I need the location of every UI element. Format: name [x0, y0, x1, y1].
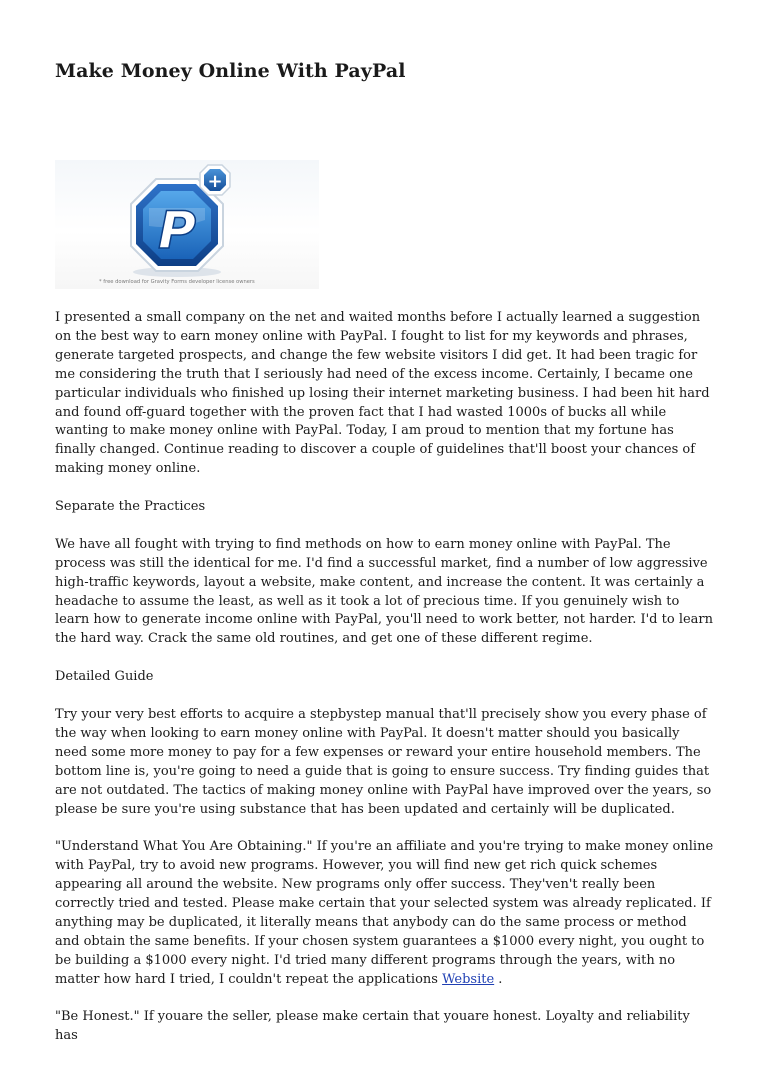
plus-badge: + — [207, 171, 223, 192]
page-title: Make Money Online With PayPal — [55, 60, 406, 82]
article-body — [55, 309, 715, 1065]
section-heading-guide: Detailed Guide — [55, 669, 154, 685]
understand-paragraph — [55, 838, 715, 989]
intro-paragraph: I presented a small company on the net and waited months before I actually learned a suggestion on the best way to earn money online with PayPal. I fought to list for my keywords and phrases, generate targeted prospects, and change the few website visitors I did get. It had been tragic for me considering the truth that I seriously had need of the excess income. Certainly, I became one particular individuals who finished up losing their internet marketing business. I had been hit hard and found off-guard together with the proven fact that I had wasted 1000s of bucks all while wanting to make money online with PayPal. Today, I am proud to mention that my fortune has finally changed. Continue reading to discover a couple of guidelines that'll boost your chances of making money online. — [55, 310, 710, 477]
understand-text: "Understand What You Are Obtaining." If you're an affiliate and you're trying to make money online with PayPal, try to avoid new programs. However, you will find new get rich quick schemes appearing all around the website. New programs only offer success. They'ven't really been correctly tried and tested. Please make certain that your selected system was already replicated. If anything may be duplicated, it literally means that anybody can do the same process or method and obtain the same benefits. If your chosen system guarantees a $1000 every night, you ought to be building a $1000 every night. I'd tried many different programs through the years, with no matter how hard I tried, I couldn't repeat the applications — [55, 839, 714, 987]
paypal-plus-icon — [55, 160, 319, 289]
guide-paragraph: Try your very best efforts to acquire a stepbystep manual that'll precisely show you every phase of the way when looking to earn money online with PayPal. It doesn't matter should you basically need some more money to pay for a few expenses or reward your entire household members. The bottom line is, you're going to need a guide that is going to ensure success. Try finding guides that are not outdated. The tactics of making money online with PayPal have improved over the years, so please be sure you're using substance that has been updated and certainly will be duplicated. — [55, 706, 712, 817]
paypal-logo-image — [55, 160, 319, 289]
practices-paragraph: We have all fought with trying to find methods on how to earn money online with PayPal. The process was still the identical for me. I'd find a successful market, find a number of low aggressive high-traffic keywords, layout a website, make content, and increase the content. It was certainly a headache to assume the least, as well as it took a lot of precious time. If you genuinely wish to learn how to generate income online with PayPal, you'll need to work better, not harder. I'd to learn the hard way. Crack the same old routines, and get one of these different regime. — [55, 536, 714, 647]
website-link[interactable]: Website — [442, 971, 495, 987]
link-suffix: . — [494, 971, 503, 987]
honest-paragraph: "Be Honest." If youare the seller, please make certain that youare honest. Loyalty and reliability has — [55, 1009, 690, 1044]
section-heading-practices: Separate the Practices — [55, 499, 206, 515]
image-caption: * free download for Gravity Forms developer license owners — [99, 279, 255, 285]
logo-letter: P — [157, 201, 197, 261]
